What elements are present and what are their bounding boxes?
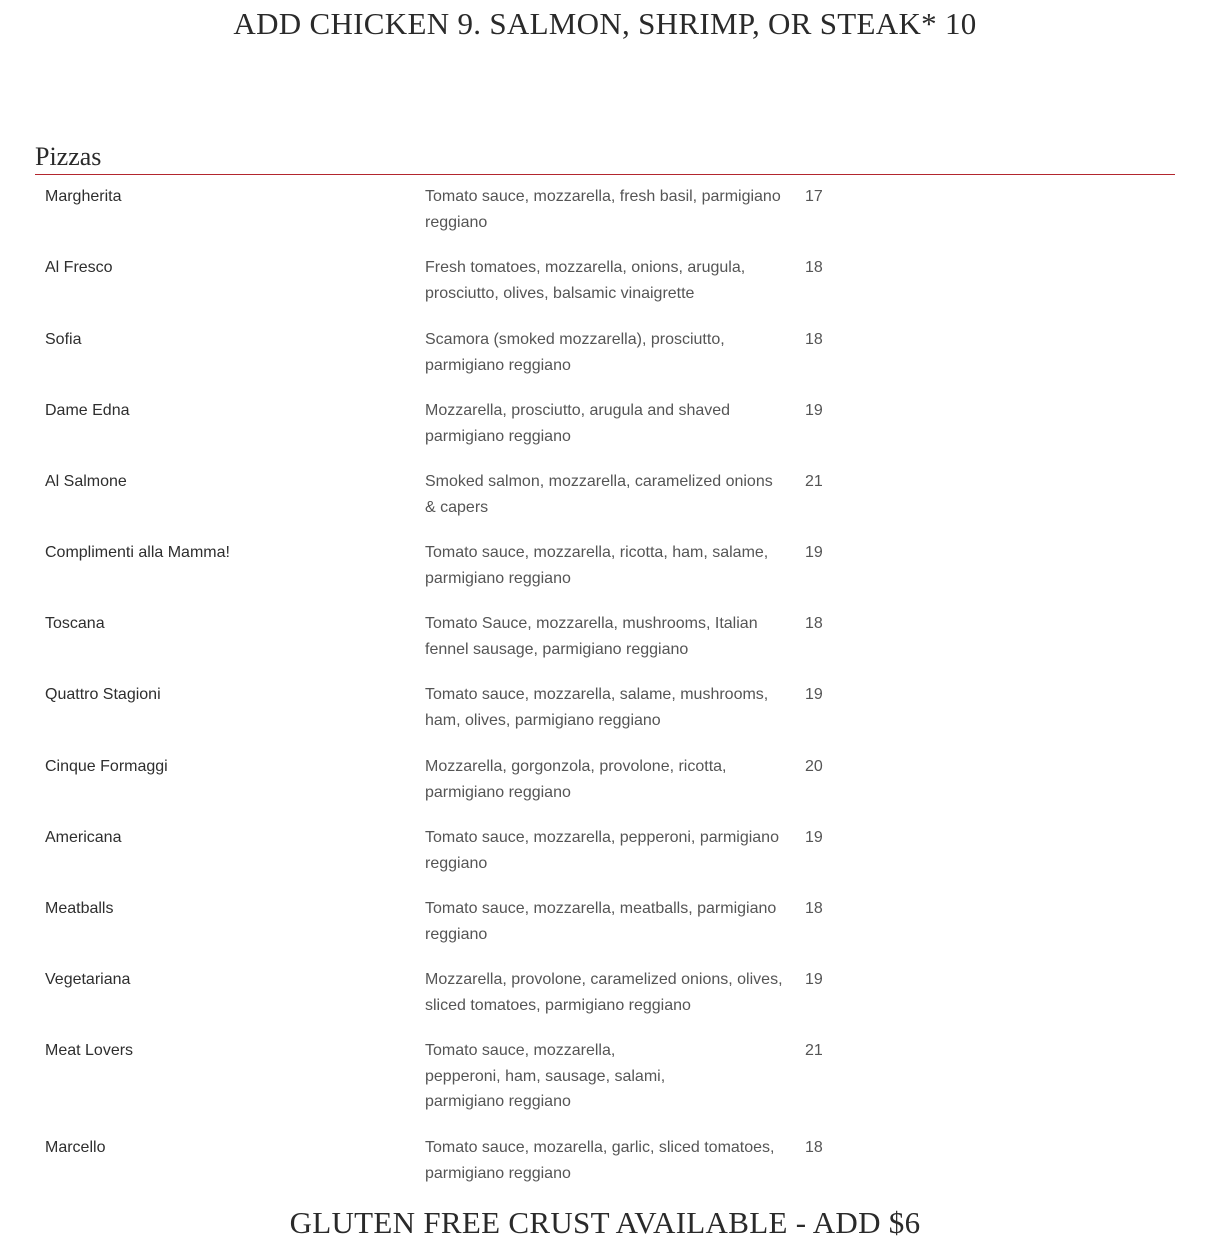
item-price: 18 [805,259,823,276]
item-description: Mozzarella, prosciutto, arugula and shaved parmigiano reggiano [425,402,731,445]
item-description: Mozzarella, provolone, caramelized onions, olives, sliced tomatoes, parmigiano reggiano [425,971,783,1014]
item-price: 18 [805,900,823,917]
item-price: 18 [805,1139,823,1156]
item-price: 21 [805,1042,823,1059]
item-description: Tomato sauce, mozzarella, ricotta, ham, salame, parmigiano reggiano [425,544,769,587]
item-name: Quattro Stagioni [45,686,161,703]
item-name: Al Fresco [45,259,113,276]
item-description [425,1038,787,1115]
item-price: 19 [805,829,823,846]
item-price: 21 [805,473,823,490]
item-price: 19 [805,544,823,561]
item-description: Tomato sauce, mozzarella, meatballs, parmigiano reggiano [425,900,777,943]
item-description-line: parmigiano reggiano [425,1093,571,1111]
section-title-pizzas: Pizzas [35,142,102,171]
item-description: Tomato sauce, mozzarella, pepperoni, parmigiano reggiano [425,829,779,872]
item-name: Margherita [45,188,122,205]
item-name: Toscana [45,615,105,632]
item-name: Sofia [45,331,82,348]
item-description: Tomato sauce, mozzarella, fresh basil, parmigiano reggiano [425,188,781,231]
item-price: 19 [805,971,823,988]
item-name: Meat Lovers [45,1042,134,1059]
gluten-free-banner: GLUTEN FREE CRUST AVAILABLE - ADD $6 [289,1205,921,1240]
item-description: Tomato sauce, mozarella, garlic, sliced tomatoes, parmigiano reggiano [425,1139,775,1182]
item-description: Mozzarella, gorgonzola, provolone, ricotta, parmigiano reggiano [425,758,727,801]
item-price: 19 [805,686,823,703]
item-description: Tomato sauce, mozzarella, salame, mushrooms, ham, olives, parmigiano reggiano [425,686,769,729]
add-protein-banner: ADD CHICKEN 9. SALMON, SHRIMP, OR STEAK* 10 [233,6,977,41]
section-divider [35,174,1175,175]
item-price: 19 [805,402,823,419]
item-description: Smoked salmon, mozzarella, caramelized onions & capers [425,473,773,516]
item-price: 17 [805,188,823,205]
item-name: Meatballs [45,900,114,917]
item-name: Vegetariana [45,971,131,988]
item-name: Americana [45,829,122,846]
item-description: Fresh tomatoes, mozzarella, onions, arugula, prosciutto, olives, balsamic vinaigrette [425,259,746,302]
item-name: Marcello [45,1139,106,1156]
item-price: 18 [805,331,823,348]
item-name: Dame Edna [45,402,130,419]
item-price: 18 [805,615,823,632]
item-name: Al Salmone [45,473,127,490]
item-description-line: pepperoni, ham, sausage, salami, [425,1067,666,1085]
item-price: 20 [805,758,823,775]
item-name: Complimenti alla Mamma! [45,544,230,561]
item-name: Cinque Formaggi [45,758,168,775]
item-description: Scamora (smoked mozzarella), prosciutto, parmigiano reggiano [425,331,725,374]
item-description-line: Tomato sauce, mozzarella, [425,1042,616,1059]
item-description: Tomato Sauce, mozzarella, mushrooms, Italian fennel sausage, parmigiano reggiano [425,615,758,658]
